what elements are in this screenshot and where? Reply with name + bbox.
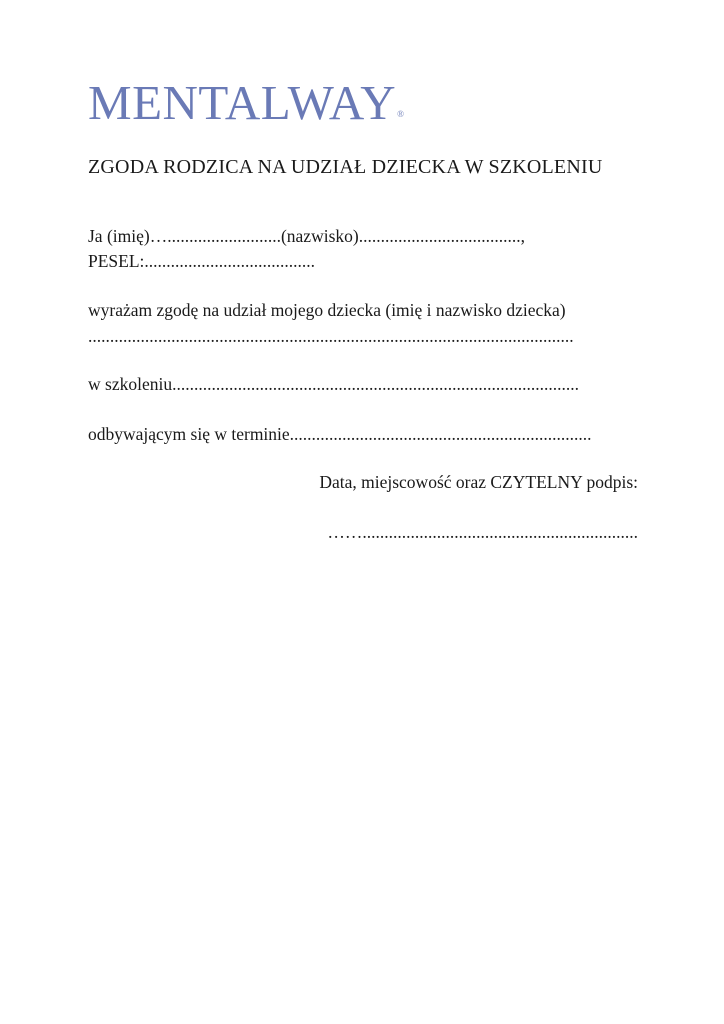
mentalway-logo	[88, 75, 405, 130]
child-name-field-line: ...............................................................................................................	[88, 326, 574, 346]
training-field-line: w szkoleniu.............................................................................................	[88, 374, 579, 394]
consent-text: wyrażam zgodę na udział mojego dziecka (imię i nazwisko dziecka)	[88, 300, 566, 320]
document-title: ZGODA RODZICA NA UDZIAŁ DZIECKA W SZKOLENIU	[88, 156, 603, 178]
logo-text: MENTALWAY	[88, 75, 397, 130]
name-field-line: Ja (imię)…..........................(nazwisko).....................................,	[88, 226, 525, 246]
term-field-line: odbywającym się w terminie.....................................................................	[88, 424, 592, 444]
pesel-field-line: PESEL:.......................................	[88, 251, 316, 271]
registered-mark: ®	[397, 109, 405, 119]
signature-field-line: ……...............................................................	[327, 522, 638, 542]
signature-label: Data, miejscowość oraz CZYTELNY podpis:	[319, 472, 638, 492]
